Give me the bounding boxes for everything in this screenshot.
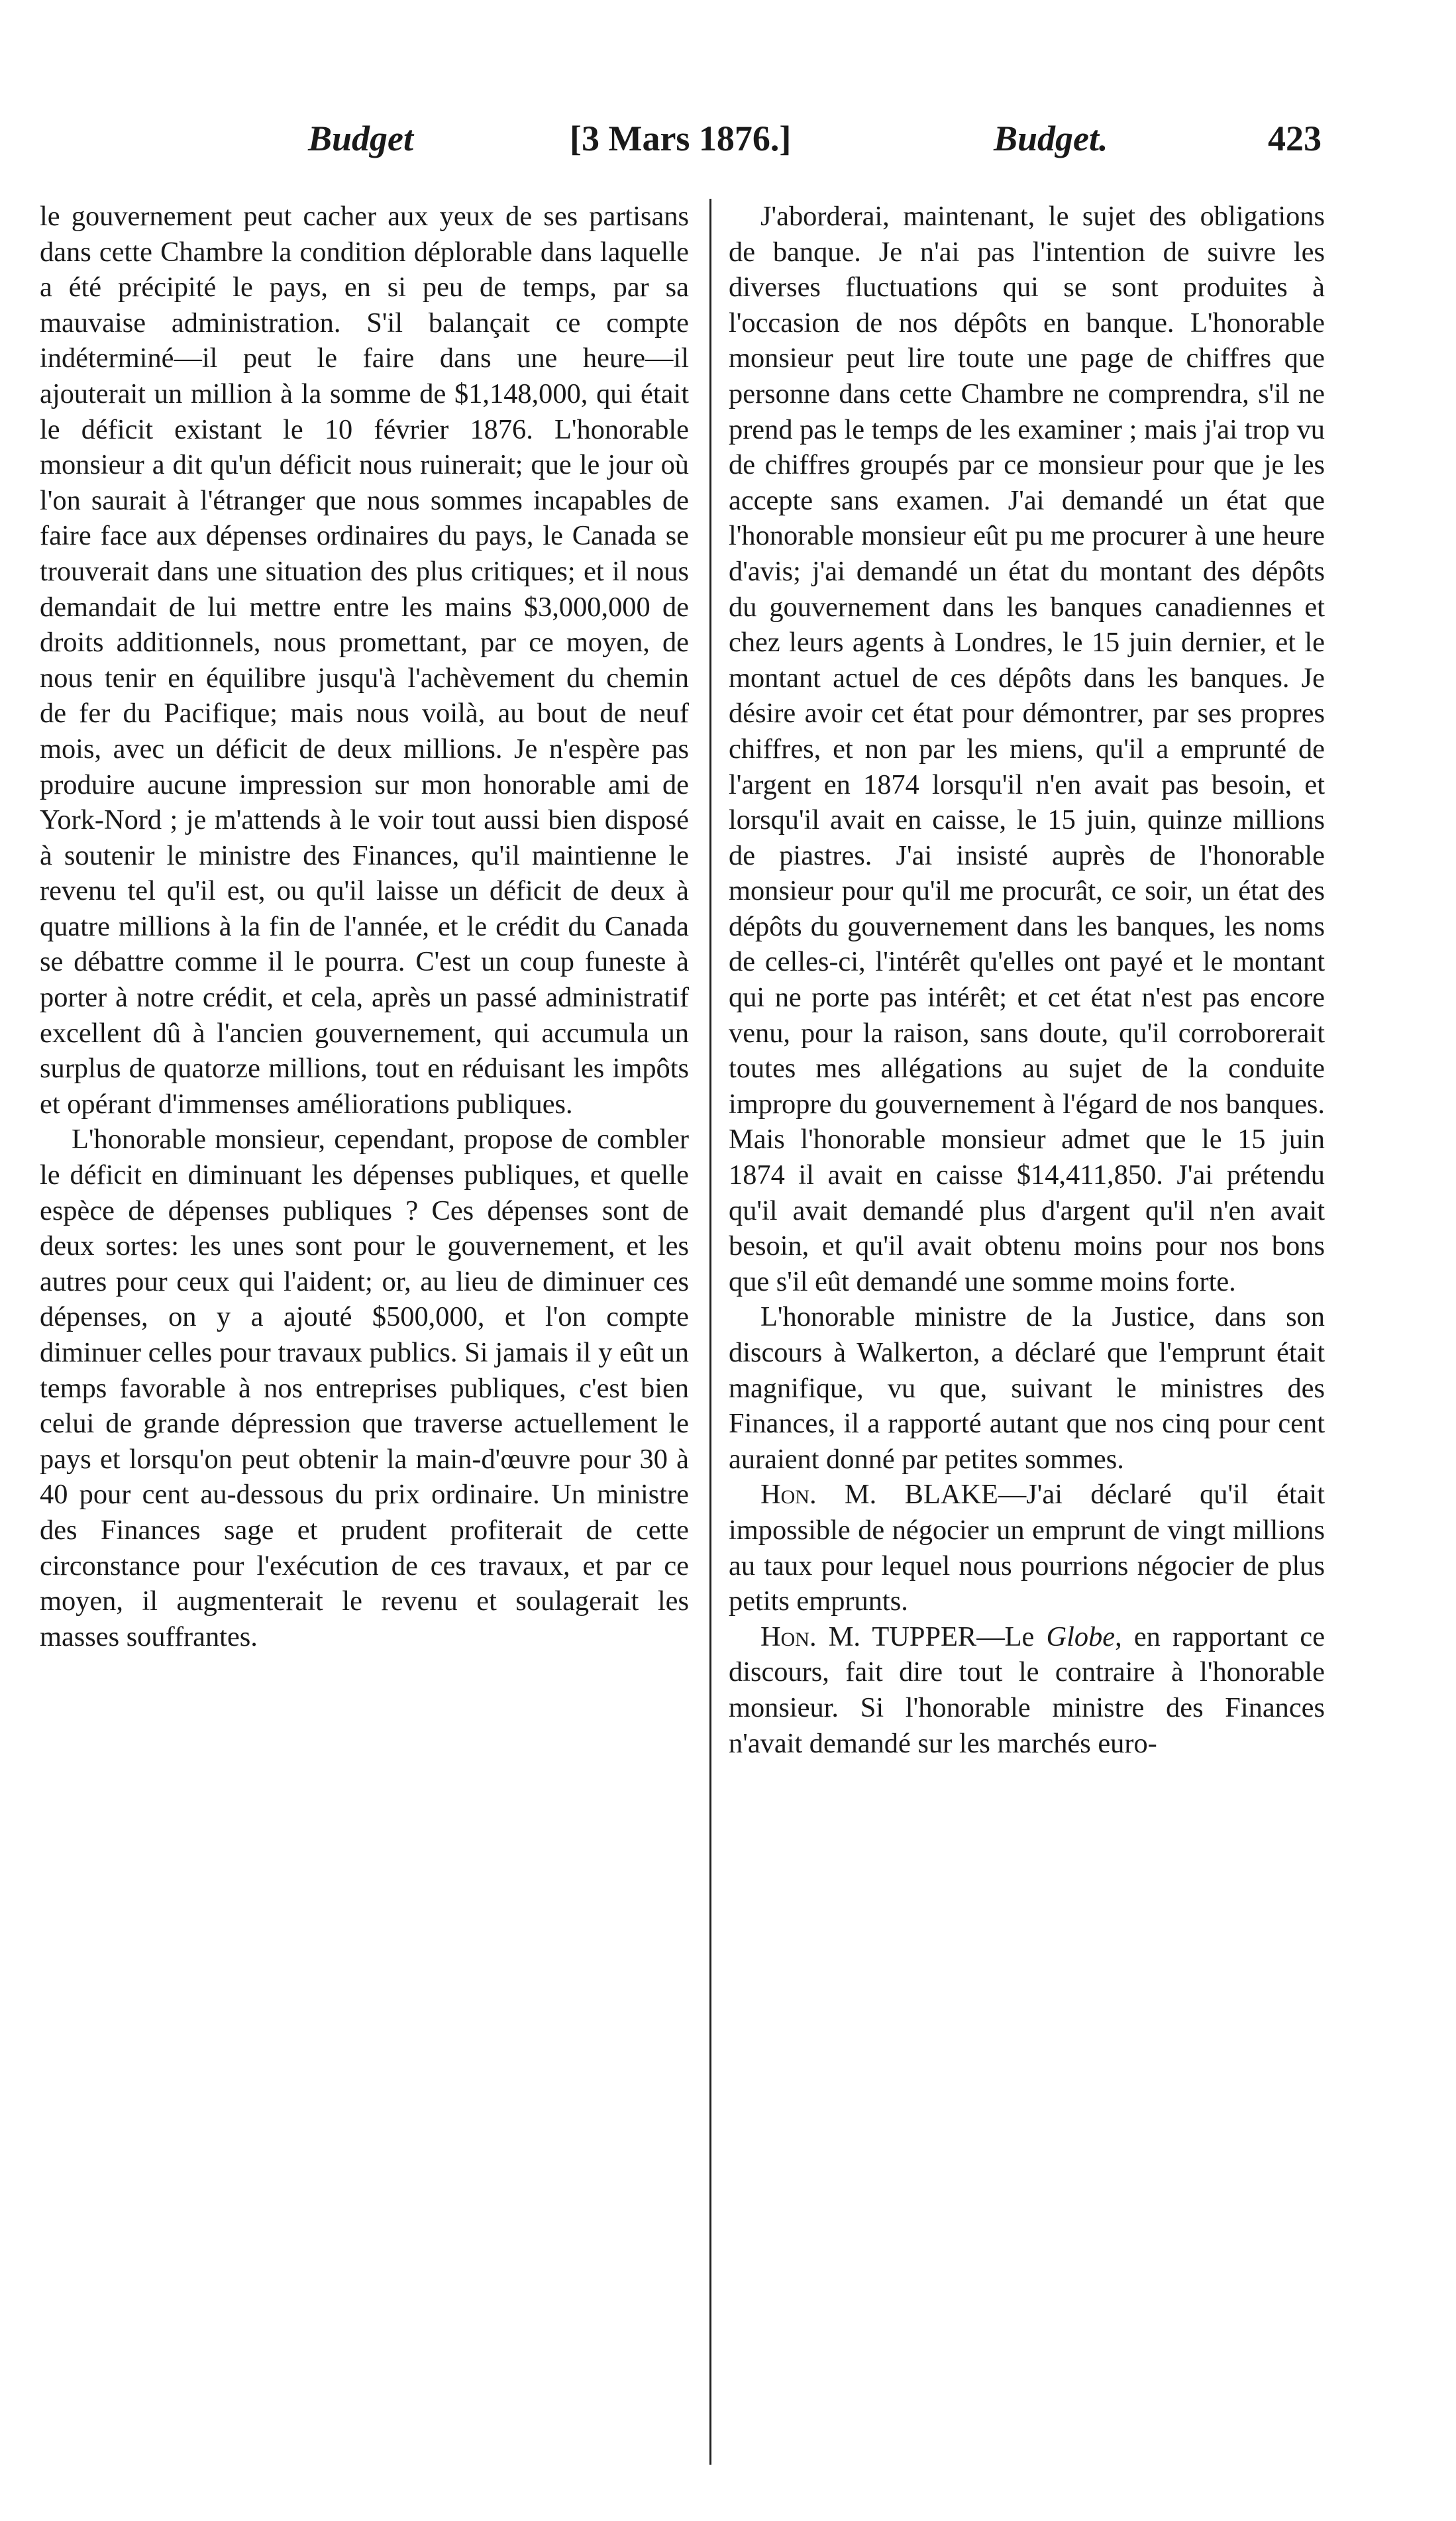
tupper-statement-end: , en rapportant ce discours, fait dire tout le contraire à l'honorable monsieur. Si l'honorable ministre des Finances n'avait demandé sur les marchés euro- xyxy=(729,1621,1326,1759)
right-paragraph-2: L'honorable ministre de la Justice, dans son discours à Walkerton, a déclaré que l'emprunt était magnifique, vu que, suivant le ministres des Finances, il a rapporté autant que nos cinq pour cent auraient donné par petites sommes. xyxy=(729,1301,1325,1475)
right-column xyxy=(729,199,1325,1761)
blake-statement: —J'ai déclaré qu'il était impossible de négocier un emprunt de vingt millions au taux pour lequel nous pourrions négocier de plus petits emprunts. xyxy=(729,1479,1325,1617)
tupper-statement-start: —Le xyxy=(976,1621,1047,1652)
header-left-title: Budget xyxy=(308,119,414,158)
left-column xyxy=(40,199,689,1654)
speaker-tupper: Hon. M. TUPPER xyxy=(760,1621,977,1652)
header-date: [3 Mars 1876.] xyxy=(570,119,792,158)
right-paragraph-tupper xyxy=(729,1619,1325,1761)
header-right-title: Budget. xyxy=(994,119,1108,158)
speaker-blake: Hon. M. BLAKE xyxy=(760,1479,998,1511)
page-number: 423 xyxy=(1268,119,1322,158)
left-paragraph-1: le gouvernement peut cacher aux yeux de ses partisans dans cette Chambre la condition déplorable dans laquelle a été précipité le pays, en si peu de temps, par sa mauvaise administration. S'il balançait ce compte indéterminé—il peut le faire dans une heure—il ajouterait un million à la somme de $1,148,000, qui était le déficit existant le 10 février 1876. L'honorable monsieur a dit qu'un déficit nous ruinerait; que le jour où l'on saurait à l'étranger que nous sommes incapables de faire face aux dépenses ordinaires du pays, le Canada se trouverait dans une situation des plus critiques; et il nous demandait de lui mettre entre les mains $3,000,000 de droits additionnels, nous promettant, par ce moyen, de nous tenir en équilibre jusqu'à l'achèvement du chemin de fer du Pacifique; mais nous voilà, au bout de neuf mois, avec un déficit de deux millions. Je n'espère pas produire aucune impression sur mon honorable ami de York-Nord ; je m'attends à le voir tout aussi bien disposé à soutenir le ministre des Finances, qu'il maintienne le revenu tel qu'il est, ou qu'il laisse un déficit de deux à quatre millions à la fin de l'année, et le crédit du Canada se débattre comme il le pourra. C'est un coup funeste à porter à notre crédit, et cela, après un passé administratif excellent dû à l'ancien gouvernement, qui accumula un surplus de quatorze millions, tout en réduisant les impôts et opérant d'immenses améliorations publiques. xyxy=(40,201,689,1120)
right-paragraph-blake xyxy=(729,1477,1325,1619)
left-paragraph-2: L'honorable monsieur, cependant, propose de combler le déficit en diminuant les dépenses publiques, et quelle espèce de dépenses publiques ? Ces dépenses sont de deux sortes: les unes sont pour le gouvernement, et les autres pour ceux qui l'aident; or, au lieu de diminuer ces dépenses, on y a ajouté $500,000, et l'on compte diminuer celles pour travaux publics. Si jamais il y eût un temps favorable à nos entreprises publiques, c'est bien celui de grande dépression que traverse actuellement le pays et lorsqu'on peut obtenir la main-d'œuvre pour 30 à 40 pour cent au-dessous du prix ordinaire. Un ministre des Finances sage et prudent profiterait de cette circonstance pour l'exécution de ces travaux, et par ce moyen, il augmenterait le revenu et soulagerait les masses souffrantes. xyxy=(40,1124,689,1652)
running-header xyxy=(288,118,1328,171)
column-divider xyxy=(709,199,711,2465)
globe-newspaper-name: Globe xyxy=(1046,1621,1116,1652)
right-paragraph-1: J'aborderai, maintenant, le sujet des obligations de banque. Je n'ai pas l'intention de suivre les diverses fluctuations qui se sont produites à l'occasion de nos dépôts en banque. L'honorable monsieur peut lire toute une page de chiffres que personne dans cette Chambre ne comprendra, s'il ne prend pas le temps de les examiner ; mais j'ai trop vu de chiffres groupés par ce monsieur pour que je les accepte sans examen. J'ai demandé un état que l'honorable monsieur eût pu me procurer à une heure d'avis; j'ai demandé un état du montant des dépôts du gouvernement dans les banques canadiennes et chez leurs agents à Londres, le 15 juin dernier, et le montant actuel de ces dépôts dans les banques. Je désire avoir cet état pour démontrer, par ses propres chiffres, et non par les miens, qu'il a emprunté de l'argent en 1874 lorsqu'il n'en avait pas besoin, et lorsqu'il avait en caisse, le 15 juin, quinze millions de piastres. J'ai insisté auprès de l'honorable monsieur pour qu'il me procurât, ce soir, un état des dépôts du gouvernement dans les banques, les noms de celles-ci, l'intérêt qu'elles ont payé et le montant qui ne porte pas intérêt; et cet état n'est pas encore venu, pour la raison, sans doute, qu'il corroborerait toutes mes allégations au sujet de la conduite impropre du gouvernement à l'égard de nos banques. Mais l'honorable monsieur admet que le 15 juin 1874 il avait en caisse $14,411,850. J'ai prétendu qu'il avait demandé plus d'argent qu'il n'en avait besoin, et qu'il avait obtenu moins pour nos bons que s'il eût demandé une somme moins forte. xyxy=(729,201,1325,1297)
